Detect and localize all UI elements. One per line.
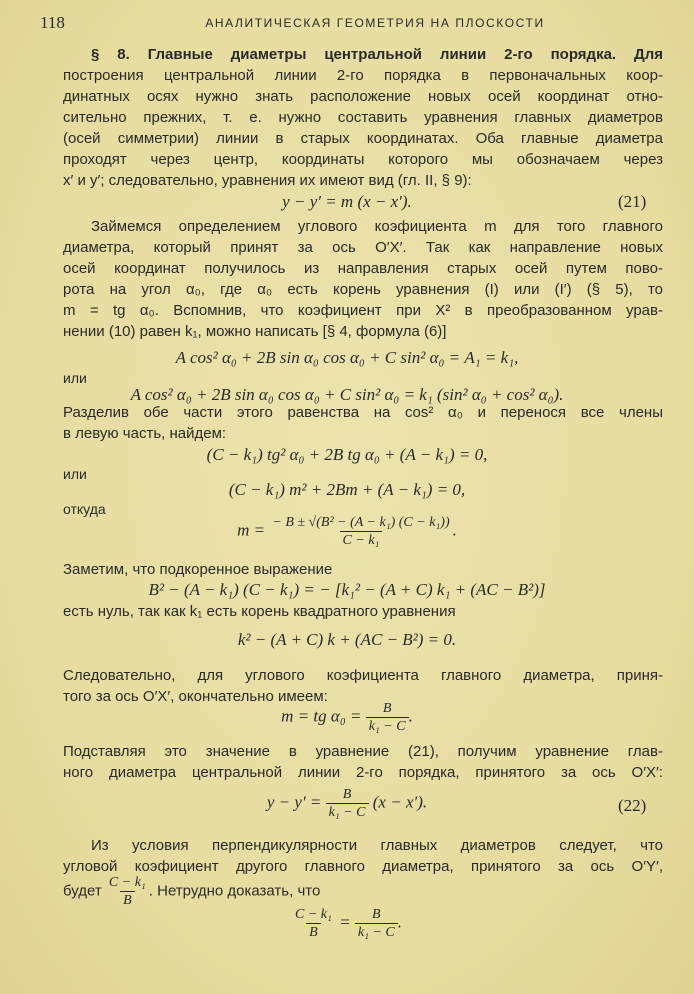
text-line [63, 874, 320, 909]
equation: k² − (A + C) k + (AC − B²) = 0. [237, 630, 457, 649]
fraction [355, 906, 398, 941]
numerator: B [342, 787, 352, 802]
equation-lhs: m = tg α₀ = [281, 706, 362, 726]
text-line: нении (10) равен k₁, можно написать [§ 4, формула (6)] [63, 323, 447, 340]
text-line: Займемся определением углового коэфициента m для того главного [91, 218, 663, 235]
fraction [366, 700, 409, 735]
equation-fraction [0, 906, 694, 941]
text-line: Следовательно, для углового коэфициента главного диаметра, приня- [63, 667, 663, 684]
text-line: осей координат получилось из направления старых осей путем пово- [63, 260, 663, 277]
equation-rhs: (x − x′). [372, 792, 428, 812]
text-line: проходят через центр, координаты которого мы обозначаем через [63, 151, 663, 168]
denominator: k₁ − C [355, 923, 398, 941]
text-line: Подставляя это значение в уравнение (21), получим уравнение глав- [63, 743, 663, 760]
denominator: C − k₁ [340, 531, 383, 549]
text-line: построения центральной линии 2-го порядка в первоначальных коор- [63, 67, 663, 84]
equals-sign: = [339, 912, 351, 932]
fraction [269, 514, 452, 549]
running-title: АНАЛИТИЧЕСКАЯ ГЕОМЕТРИЯ НА ПЛОСКОСТИ [205, 16, 545, 30]
fraction [106, 874, 149, 909]
text-line: есть нуль, так как k₁ есть корень квадратного уравнения [63, 603, 456, 620]
text-line: динатных осях нужно знать расположение новых осей координат отно- [63, 88, 663, 105]
denominator: k₁ − C [366, 717, 409, 735]
text-line: в левую часть, найдем: [63, 425, 227, 442]
equation: B² − (A − k₁) (C − k₁) = − [k₁² − (A + C) k₁ + (AC − B²)] [148, 580, 546, 599]
punctuation: . [397, 912, 402, 932]
fraction [292, 906, 335, 941]
text-line: того за ось O′X′, окончательно имеем: [63, 688, 328, 705]
equation-21: y − y′ = m (x − x′). [282, 192, 412, 211]
equation: (C − k₁) tg² α₀ + 2B tg α₀ + (A − k₁) = 0, [206, 445, 488, 464]
numerator: C − k₁ [108, 875, 146, 890]
text-line: сительно прежних, т. е. нужно составить уравнения главных диаметров [63, 109, 663, 126]
denominator: B [306, 923, 321, 941]
equation-number: (21) [618, 192, 647, 211]
fraction [326, 786, 369, 821]
numerator: − B ± √(B² − (A − k₁) (C − k₁)) [272, 515, 450, 530]
section-heading-line: § 8. Главные диаметры центральной линии 2-го порядка. Для [91, 46, 663, 63]
text-line: диаметра, который принят за ось O′X′. Так как направление новых [63, 239, 663, 256]
text-line: m = tg α₀. Вспомнив, что коэфициент при X² в преобразованном урав- [63, 302, 663, 319]
text-line: рота на угол α₀, где α₀ есть корень уравнения (I) или (I′) (§ 5), то [63, 281, 663, 298]
text-line: Заметим, что подкоренное выражение [63, 561, 333, 578]
connector-word: или [63, 370, 87, 386]
equation-fraction [0, 700, 694, 735]
numerator: C − k₁ [295, 907, 332, 922]
connector-word: откуда [63, 501, 106, 517]
equation: (C − k₁) m² + 2Bm + (A − k₁) = 0, [228, 480, 466, 499]
equation: A cos² α₀ + 2B sin α₀ cos α₀ + C sin² α₀ = A₁ = k₁, [175, 348, 519, 367]
numerator: B [382, 701, 392, 716]
equation-lhs: y − y′ = [266, 792, 322, 812]
connector-word: или [63, 466, 87, 482]
denominator: B [120, 891, 135, 909]
denominator: k₁ − C [326, 803, 369, 821]
text-line: угловой коэфициент другого главного диаметра, принятого за ось O′Y′, [63, 858, 663, 875]
text-line: Разделив обе части этого равенства на cos² α₀ и перенося все члены [63, 404, 663, 421]
equation-22 [0, 786, 694, 821]
text-line: Из условия перпендикулярности главных диаметров следует, что [91, 837, 663, 854]
text-line: ного диаметра центральной линии 2-го порядка, принятого за ось O′X′: [63, 764, 663, 781]
equation: A cos² α₀ + 2B sin α₀ cos α₀ + C sin² α₀ = k₁ (sin² α₀ + cos² α₀). [130, 385, 564, 404]
equation-lhs: m = [237, 520, 266, 540]
numerator: B [372, 907, 381, 922]
equation-number: (22) [618, 796, 647, 815]
equation-fraction [0, 514, 694, 549]
page-number: 118 [40, 13, 65, 32]
text-line: (осей симметрии) линии в старых координатах. Оба главные диаметра [63, 130, 663, 147]
text: . Нетрудно доказать, что [148, 882, 321, 900]
punctuation: . [408, 706, 413, 726]
text: будет [63, 882, 102, 900]
text-line: x′ и y′; следовательно, уравнения их имеют вид (гл. II, § 9): [63, 172, 472, 189]
punctuation: . [452, 520, 457, 540]
